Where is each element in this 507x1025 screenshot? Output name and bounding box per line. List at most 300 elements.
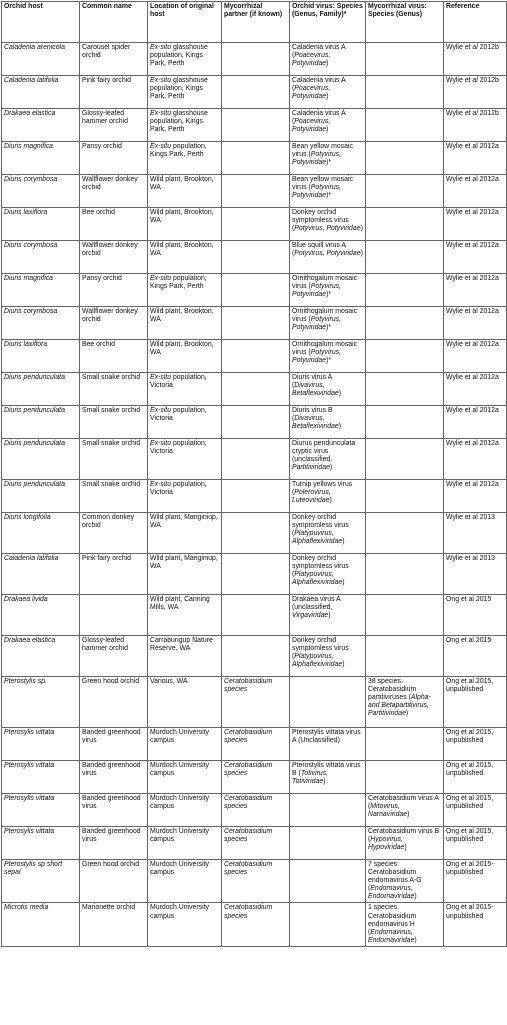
cell-host-text: Caladenia latifolia [4, 77, 59, 84]
cell-mycorrhizal-text: Ceratobasidium species [224, 828, 273, 844]
cell-location [148, 208, 222, 241]
cell-common-name-text: Small snake orchid [82, 440, 141, 447]
cell-reference [444, 860, 507, 903]
cell-orchid-virus-text: ) [329, 497, 332, 505]
cell-mycorrhizal [222, 636, 290, 677]
cell-reference [444, 480, 507, 513]
cell-mycorrhizal [222, 480, 290, 513]
cell-location-text: Murdoch University campus [150, 729, 209, 745]
cell-orchid-virus [290, 109, 366, 142]
cell-location [148, 307, 222, 340]
cell-mycorrhizal-virus [366, 373, 444, 406]
cell-mycorrhizal-text: Ceratobasidium species [224, 904, 273, 920]
cell-orchid-virus [290, 373, 366, 406]
cell-reference [444, 794, 507, 827]
cell-mycorrhizal-virus [366, 406, 444, 439]
cell-host [2, 109, 80, 142]
cell-location-text: Wild plant, Mariginiup, WA [150, 555, 218, 571]
cell-host-text: Diuris laxiflora [4, 341, 48, 348]
cell-mycorrhizal-virus-text: 1 species. Ceratobasidium endornavirus H ( [368, 904, 417, 936]
cell-orchid-virus-text: Diuris virus A ( [292, 374, 332, 390]
cell-mycorrhizal-virus [366, 480, 444, 513]
cell-host [2, 340, 80, 373]
cell-orchid-virus-text: Caladenia virus A ( [292, 44, 346, 60]
cell-common-name [80, 307, 148, 340]
cell-location [148, 142, 222, 175]
cell-location [148, 439, 222, 480]
cell-location-text: Murdoch University campus [150, 795, 209, 811]
table-row [2, 43, 507, 76]
cell-mycorrhizal [222, 43, 290, 76]
cell-orchid-virus-text: ) [326, 93, 329, 101]
cell-common-name [80, 439, 148, 480]
cell-reference-text: Wylie et al 2012a [446, 275, 499, 282]
cell-common-name-text: Green hood orchid [82, 861, 140, 868]
cell-common-name-text: Wallflower donkey orchid [82, 242, 138, 258]
cell-reference [444, 142, 507, 175]
cell-location [148, 827, 222, 860]
cell-reference-text: Ong et al 2015, unpublished [446, 678, 494, 694]
cell-mycorrhizal-virus-text: ) [404, 844, 407, 852]
cell-mycorrhizal-virus-text: Alpha- and Betapartitivirus, Partitiviridae [368, 694, 431, 718]
table-row [2, 274, 507, 307]
cell-mycorrhizal [222, 406, 290, 439]
cell-common-name [80, 340, 148, 373]
cell-location [148, 794, 222, 827]
cell-orchid-virus-text: Platypuvirus, Alphaflexiviridae [292, 530, 343, 546]
cell-common-name [80, 728, 148, 761]
cell-common-name-text: Banded greenhood virus [82, 729, 141, 745]
cell-host-text: Diuris pendunculata [4, 407, 65, 414]
cell-orchid-virus-text: ) [342, 661, 345, 669]
cell-location-text: glasshouse population, Kings Park, Perth [150, 44, 208, 68]
cell-mycorrhizal-virus [366, 794, 444, 827]
cell-mycorrhizal [222, 903, 290, 946]
cell-common-name [80, 175, 148, 208]
cell-host [2, 175, 80, 208]
cell-host [2, 728, 80, 761]
cell-reference-text: Wylie et al 2012a [446, 374, 499, 381]
cell-location [148, 406, 222, 439]
cell-reference-text: Wylie et al 2012a [446, 481, 499, 488]
cell-common-name [80, 480, 148, 513]
cell-orchid-virus-text: Poacevirus, Potyviridae [292, 118, 331, 134]
cell-reference-text: Ong et al 2015-unpublished [446, 904, 494, 920]
cell-mycorrhizal-virus [366, 43, 444, 76]
cell-orchid-virus [290, 728, 366, 761]
cell-orchid-virus [290, 554, 366, 595]
cell-location [148, 554, 222, 595]
cell-mycorrhizal-virus-text: Ceratobasidium virus B ( [368, 828, 440, 844]
cell-common-name-text: Carousel spider orchid [82, 44, 131, 60]
cell-common-name [80, 636, 148, 677]
cell-orchid-virus [290, 208, 366, 241]
cell-mycorrhizal [222, 340, 290, 373]
cell-orchid-virus-text: ) [360, 225, 363, 233]
cell-reference [444, 241, 507, 274]
cell-orchid-virus-text: Pterostylis vittata virus B ( [292, 762, 361, 778]
cell-orchid-virus [290, 307, 366, 340]
cell-host [2, 439, 80, 480]
cell-common-name [80, 76, 148, 109]
cell-common-name-text: Banded greenhood virus [82, 795, 141, 811]
cell-reference [444, 439, 507, 480]
cell-location [148, 175, 222, 208]
cell-mycorrhizal [222, 109, 290, 142]
cell-location-text: Ex-situ [150, 407, 172, 414]
cell-common-name [80, 274, 148, 307]
table-row [2, 903, 507, 946]
cell-orchid-virus [290, 142, 366, 175]
cell-location-text: population, Kings Park, Perth [150, 275, 207, 291]
cell-common-name-text: Bee orchid [82, 209, 115, 216]
cell-reference-text: Wylie [446, 44, 465, 51]
cell-location-text: population, Victoria [150, 374, 207, 390]
cell-location-text: Wild plant, Brookton, WA [150, 341, 214, 357]
cell-mycorrhizal-text: Ceratobasidium species [224, 678, 273, 694]
table-row [2, 595, 507, 636]
table-row [2, 373, 507, 406]
cell-reference-text: Wylie [446, 77, 465, 84]
table-row [2, 677, 507, 728]
cell-location-text: glasshouse population, Kings Park, Perth [150, 77, 208, 101]
table-row [2, 728, 507, 761]
header-orchid-virus: Orchid virus: Species (Genus, Family)* [290, 2, 366, 43]
cell-mycorrhizal-virus [366, 175, 444, 208]
cell-host-text: Diuris magnifica [4, 143, 54, 150]
cell-orchid-virus [290, 595, 366, 636]
cell-host [2, 860, 80, 903]
cell-orchid-virus-text: ) [323, 778, 326, 786]
cell-reference-text: et al [464, 110, 478, 117]
header-mycorrhizal: Mycorrhizal partner (if known) [222, 2, 290, 43]
cell-reference-text: Wylie et al 2013 [446, 514, 495, 521]
cell-orchid-virus-text: Donkey orchid symptomless virus ( [292, 555, 349, 579]
cell-common-name-text: Green hood orchid [82, 678, 140, 685]
cell-orchid-virus-text: Polerovirus, Luteoviridae [292, 489, 331, 505]
table-row [2, 406, 507, 439]
cell-orchid-virus-text: Potyvirus, Potyviridae [292, 151, 342, 167]
table-row [2, 439, 507, 480]
cell-orchid-virus-text: Potyvirus, Potyviridae [292, 184, 342, 200]
cell-mycorrhizal-text: Ceratobasidium species [224, 795, 273, 811]
cell-location-text: Wild plant, Mariginiup, WA [150, 514, 218, 530]
cell-orchid-virus-text: Potyvirus, Potyviridae [292, 316, 342, 332]
cell-orchid-virus-text: )* [326, 357, 332, 365]
cell-host-text: Pterosylis vittata [4, 762, 55, 769]
cell-reference-text: 2012b [477, 77, 499, 84]
cell-orchid-virus-text: ) [326, 60, 329, 68]
cell-mycorrhizal [222, 208, 290, 241]
cell-mycorrhizal [222, 76, 290, 109]
cell-orchid-virus-text: Turnip yellows virus ( [292, 481, 353, 497]
cell-host-text: Diuris pendunculata [4, 481, 65, 488]
cell-host-text: Drakaea elastica [4, 637, 56, 644]
cell-mycorrhizal [222, 241, 290, 274]
cell-mycorrhizal-text: Ceratobasidium species [224, 729, 273, 745]
cell-orchid-virus [290, 43, 366, 76]
cell-mycorrhizal-virus-text: Ceratobasidium virus A ( [368, 795, 439, 811]
cell-orchid-virus-text: Ornithogalum mosaic virus ( [292, 341, 358, 357]
cell-host [2, 636, 80, 677]
table-row [2, 513, 507, 554]
cell-mycorrhizal-virus-text: ) [405, 710, 409, 718]
cell-mycorrhizal [222, 274, 290, 307]
cell-reference [444, 827, 507, 860]
table-row [2, 175, 507, 208]
cell-common-name [80, 373, 148, 406]
cell-common-name-text: Wallflower donkey orchid [82, 308, 138, 324]
cell-orchid-virus-text: ) [329, 464, 333, 472]
cell-orchid-virus [290, 406, 366, 439]
cell-common-name-text: Marionette orchid [82, 904, 136, 912]
cell-orchid-virus-text: Ornithogalum mosaic virus ( [292, 308, 358, 324]
table-row [2, 109, 507, 142]
cell-reference-text: Ong et al 2015, unpublished [446, 828, 494, 844]
cell-location [148, 595, 222, 636]
cell-reference-text: Wylie et al 2012a [446, 242, 499, 249]
cell-host [2, 480, 80, 513]
cell-orchid-virus-text: ) [342, 538, 345, 546]
cell-common-name [80, 554, 148, 595]
cell-mycorrhizal-virus-text: ) [407, 811, 410, 819]
cell-location-text: Ex-situ [150, 440, 172, 447]
cell-orchid-virus-text: Diurus pendunculata cryptic virus (unclassified, [292, 440, 356, 464]
cell-reference-text: Wylie et al 2012a [446, 176, 499, 183]
cell-orchid-virus-text: Partitiviridae [292, 464, 330, 472]
table-row [2, 860, 507, 903]
table-header-row [2, 2, 507, 43]
cell-orchid-virus-text: )* [326, 324, 332, 332]
cell-mycorrhizal-virus [366, 636, 444, 677]
cell-host [2, 241, 80, 274]
cell-orchid-virus-text: Platypuvirus, Alphaflexiviridae [292, 571, 343, 587]
cell-location [148, 109, 222, 142]
cell-host-text: Diuris corymbosa [4, 242, 58, 249]
cell-location-text: Wild plant, Brookton, WA [150, 242, 214, 258]
cell-host [2, 76, 80, 109]
cell-location [148, 340, 222, 373]
cell-location-text: Ex-situ [150, 110, 172, 117]
cell-mycorrhizal-virus-text: 38 species. Ceratobasidium partitiviruses ( [368, 678, 417, 702]
cell-mycorrhizal [222, 728, 290, 761]
cell-location-text: Wild plant, Brookton, WA [150, 209, 214, 225]
table-row [2, 340, 507, 373]
cell-mycorrhizal-virus-text: Mitovirus, Narnaviridae [368, 803, 408, 819]
cell-host-text: Diuris laxiflora [4, 209, 48, 216]
cell-location [148, 513, 222, 554]
cell-orchid-virus [290, 480, 366, 513]
cell-mycorrhizal-virus [366, 677, 444, 728]
cell-orchid-virus-text: Drakaea virus A (unclassified, [292, 596, 341, 612]
cell-location [148, 480, 222, 513]
cell-reference [444, 761, 507, 794]
cell-common-name-text: Banded greenhood virus [82, 762, 141, 778]
cell-reference-text: Ong et al 2015 [446, 637, 492, 644]
cell-location-text: Ex-situ [150, 143, 172, 150]
cell-mycorrhizal [222, 827, 290, 860]
cell-orchid-virus-text: Totivirus, Totiviridae [292, 770, 329, 786]
cell-location-text: Wild plant, Brookton, WA [150, 308, 214, 324]
cell-reference [444, 307, 507, 340]
cell-orchid-virus-text: Pterostylis vittata virus A (Unclassified) [292, 729, 361, 745]
cell-host-text: Pterosylis vittata [4, 795, 55, 802]
cell-common-name-text: Bee orchid [82, 341, 115, 348]
cell-orchid-virus-text: Potyvirus, Potyviridae [294, 250, 361, 258]
cell-orchid-virus-text: Poacevirus, Potyviridae [292, 85, 331, 101]
cell-reference [444, 677, 507, 728]
cell-orchid-virus-text: )* [326, 159, 332, 167]
cell-mycorrhizal-virus [366, 827, 444, 860]
cell-host [2, 903, 80, 946]
table-row [2, 307, 507, 340]
cell-reference-text: Ong et al 2015, unpublished [446, 762, 494, 778]
cell-common-name [80, 109, 148, 142]
cell-mycorrhizal-virus-text: ) [414, 936, 417, 944]
cell-reference [444, 175, 507, 208]
cell-orchid-virus-text: Caladenia virus A ( [292, 77, 346, 93]
cell-orchid-virus-text: Potyvirus, Potyviridae [294, 225, 361, 233]
cell-location-text: Murdoch University campus [150, 861, 209, 877]
cell-host [2, 274, 80, 307]
cell-reference [444, 513, 507, 554]
cell-location-text: Wild plant, Canning Mills, WA [150, 596, 210, 612]
cell-orchid-virus-text: Diuris virus B ( [292, 407, 333, 423]
cell-mycorrhizal-virus-text: Endornavirus, Endornaviridae [368, 928, 415, 944]
header-host: Orchid host [2, 2, 80, 43]
table-row [2, 241, 507, 274]
cell-reference [444, 109, 507, 142]
cell-common-name-text: Small snake orchid [82, 481, 141, 488]
cell-host-text: Drakaea elastica [4, 110, 56, 117]
cell-mycorrhizal [222, 595, 290, 636]
cell-reference-text: 2012b [477, 110, 499, 117]
cell-orchid-virus [290, 761, 366, 794]
cell-mycorrhizal [222, 513, 290, 554]
cell-mycorrhizal [222, 677, 290, 728]
header-mycorrhizal-virus: Mycorrhizal virus: Species (Genus) [366, 2, 444, 43]
cell-host-text: Microtis media [4, 904, 49, 912]
cell-reference [444, 340, 507, 373]
cell-orchid-virus-text: ) [338, 390, 342, 398]
cell-reference-text: Ong et al 2015, unpublished [446, 795, 494, 811]
cell-orchid-virus-text: Donkey orchid symptomless virus ( [292, 514, 349, 538]
cell-orchid-virus-text: Bean yellow mosaic virus ( [292, 176, 353, 192]
cell-host-text: Diuris magnifica [4, 275, 54, 282]
cell-common-name [80, 43, 148, 76]
cell-location-text: Murdoch University campus [150, 828, 209, 844]
cell-mycorrhizal-text: Ceratobasidium species [224, 861, 273, 877]
cell-host [2, 595, 80, 636]
cell-reference [444, 728, 507, 761]
cell-orchid-virus-text: ) [338, 423, 342, 431]
cell-orchid-virus-text: Potyvirus, Potyviridae [292, 283, 342, 299]
cell-host-text: Diuris pendunculata [4, 374, 65, 381]
cell-mycorrhizal [222, 794, 290, 827]
cell-location [148, 761, 222, 794]
cell-host-text: Caladenia arenicola [4, 44, 65, 51]
header-common-name: Common name [80, 2, 148, 43]
cell-common-name-text: Wallflower donkey orchid [82, 176, 138, 192]
cell-orchid-virus-text: Donkey orchid symptomless virus ( [292, 637, 349, 661]
cell-host [2, 373, 80, 406]
cell-common-name-text: Banded greenhood virus [82, 828, 141, 844]
cell-reference-text: et al [464, 44, 478, 51]
cell-reference [444, 636, 507, 677]
cell-location [148, 903, 222, 946]
cell-reference-text: Wylie [446, 110, 465, 117]
cell-orchid-virus-text: Divavirus, Betaflexiviridae [292, 382, 339, 398]
cell-mycorrhizal-virus [366, 728, 444, 761]
cell-location-text: population, Victoria [150, 440, 207, 456]
cell-common-name-text: Pansy orchid [82, 275, 122, 282]
cell-orchid-virus [290, 175, 366, 208]
cell-reference-text: Wylie et al 2012a [446, 209, 499, 216]
cell-common-name-text: Glossy-leafed hammer orchid [82, 637, 128, 653]
cell-mycorrhizal [222, 554, 290, 595]
cell-mycorrhizal-virus-text: Hypovirus, Hypoviridae [368, 836, 405, 852]
cell-reference-text: Ong et al 2015 [446, 596, 492, 603]
cell-reference-text: 2012b [477, 44, 499, 51]
cell-orchid-virus-text: Potyvirus, Potyviridae [292, 349, 342, 365]
cell-host-text: Diuris pendunculata [4, 440, 65, 447]
cell-orchid-virus [290, 636, 366, 677]
table-row [2, 554, 507, 595]
cell-common-name [80, 794, 148, 827]
cell-mycorrhizal [222, 860, 290, 903]
cell-orchid-virus-text: Bean yellow mosaic virus ( [292, 143, 353, 159]
cell-reference [444, 554, 507, 595]
cell-mycorrhizal-virus-text: Endornavirus, Endornaviridae [368, 885, 415, 901]
cell-host-text: Diuris corymbosa [4, 308, 58, 315]
cell-location-text: Ex-situ [150, 275, 172, 282]
cell-host-text: Pterostylis sp short sepal [4, 861, 63, 877]
cell-reference-text: Wylie et al 2012a [446, 341, 499, 348]
cell-common-name [80, 142, 148, 175]
cell-orchid-virus [290, 903, 366, 946]
cell-orchid-virus-text: Divavirus, Betaflexiviridae [292, 415, 339, 431]
cell-mycorrhizal-virus [366, 142, 444, 175]
cell-orchid-virus [290, 274, 366, 307]
cell-common-name [80, 406, 148, 439]
cell-orchid-virus-text: Caladenia virus A ( [292, 110, 346, 126]
cell-mycorrhizal [222, 142, 290, 175]
cell-location-text: population, Kings Park, Perth [150, 143, 207, 159]
orchid-virus-table [1, 1, 507, 947]
cell-mycorrhizal [222, 307, 290, 340]
cell-host [2, 677, 80, 728]
cell-reference [444, 373, 507, 406]
cell-orchid-virus-text: ) [342, 579, 345, 587]
cell-host-text: Diuris longifolia [4, 514, 51, 521]
cell-orchid-virus [290, 794, 366, 827]
cell-common-name-text: Pink fairy orchid [82, 77, 132, 84]
cell-reference [444, 406, 507, 439]
cell-host [2, 554, 80, 595]
table-row [2, 76, 507, 109]
cell-host [2, 794, 80, 827]
cell-orchid-virus-text: Virgaviridae [292, 612, 329, 620]
cell-orchid-virus-text: ) [326, 126, 329, 134]
cell-mycorrhizal-virus [366, 761, 444, 794]
cell-common-name [80, 241, 148, 274]
cell-orchid-virus-text: Donkey orchid symptomless virus ( [292, 209, 349, 233]
cell-common-name [80, 860, 148, 903]
cell-common-name-text: Pansy orchid [82, 143, 122, 150]
cell-host [2, 142, 80, 175]
cell-reference-text: Ong et al 2015, unpublished [446, 729, 494, 745]
cell-host [2, 513, 80, 554]
